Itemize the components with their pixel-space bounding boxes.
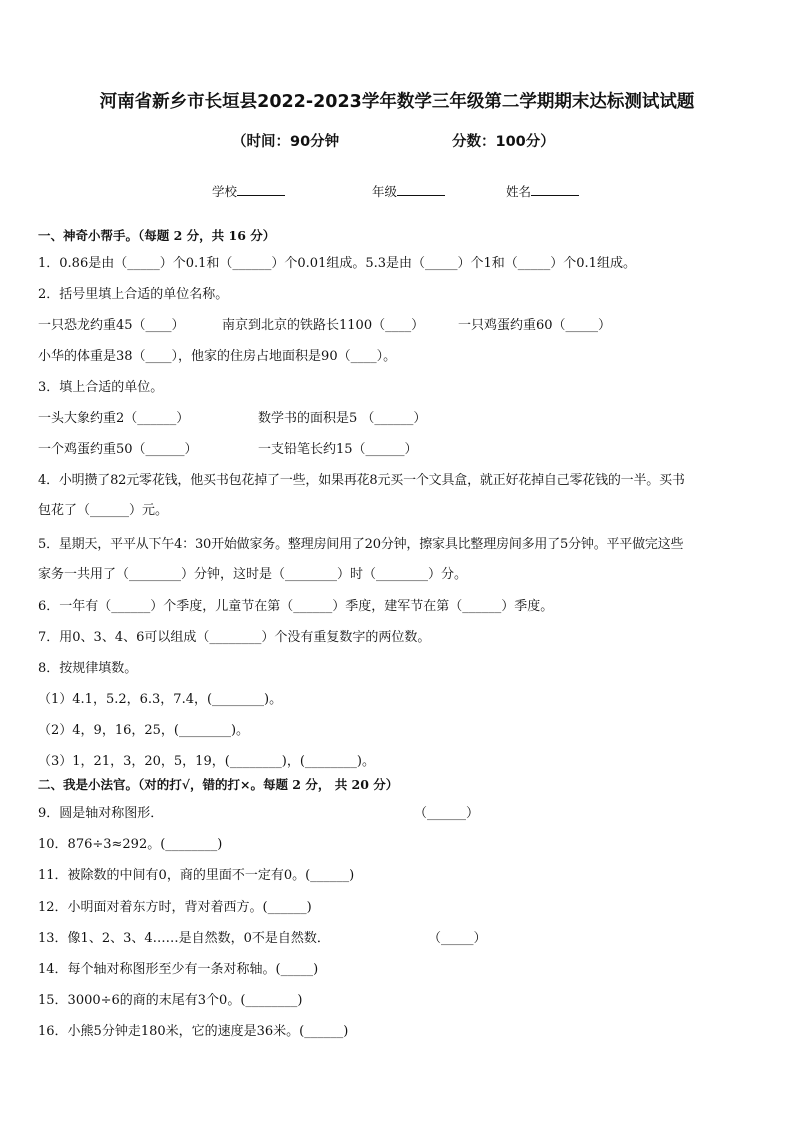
question-9: 9．圆是轴对称图形． [38, 806, 164, 821]
question-2c: 一只鸡蛋约重60（_____） [458, 318, 612, 333]
question-10: 10．876÷3≈292。(________) [38, 837, 223, 852]
question-12: 12．小明面对着东方时，背对着西方。(______) [38, 900, 312, 915]
question-13: 13．像1、2、3、4……是自然数，0不是自然数． [38, 931, 330, 946]
section-1-heading: 一、神奇小帮手。（每题 2 分，共 16 分） [38, 228, 276, 243]
question-3: 3．填上合适的单位。 [38, 380, 164, 395]
question-13-answer: （_____） [428, 931, 487, 946]
name-field [506, 182, 579, 200]
question-1: 1．0.86是由（_____）个0.1和（______）个0.01组成。5.3是由（_____）个1和（_____）个0.1组成。 [38, 256, 636, 271]
question-2b: 南京到北京的铁路长1100（____） [222, 318, 425, 333]
school-field [212, 182, 285, 200]
question-6: 6．一年有（______）个季度，儿童节在第（______）季度，建军节在第（______）季度。 [38, 599, 554, 614]
exam-time: （时间：90分钟 [232, 134, 340, 150]
question-14: 14．每个轴对称图形至少有一条对称轴。(_____) [38, 962, 319, 977]
question-4-line1: 4．小明攒了82元零花钱，他买书包花掉了一些，如果再花8元买一个文具盒，就正好花掉自己零花钱的一半。买书 [38, 473, 685, 488]
question-2: 2．括号里填上合适的单位名称。 [38, 287, 229, 302]
exam-score: 分数：100分） [452, 134, 555, 150]
grade-label: 年级 [372, 184, 398, 199]
grade-field [372, 182, 445, 200]
question-3d: 一支铅笔长约15（______） [258, 442, 418, 457]
question-5-line1: 5．星期天，平平从下午4：30开始做家务。整理房间用了20分钟，擦家具比整理房间多用了5分钟。平平做完这些 [38, 537, 684, 552]
question-11: 11．被除数的中间有0，商的里面不一定有0。(______) [38, 868, 355, 883]
question-7: 7．用0、3、4、6可以组成（________）个没有重复数字的两位数。 [38, 630, 431, 645]
question-8-part1: （1）4.1，5.2，6.3，7.4，(________)。 [38, 692, 283, 707]
question-8-part2: （2）4，9，16，25，(________)。 [38, 723, 250, 738]
question-8-part3: （3）1，21，3，20，5，19，(________)，(________)。 [38, 754, 375, 769]
question-4-line2: 包花了（______）元。 [38, 503, 169, 518]
question-2a: 一只恐龙约重45（____） [38, 318, 185, 333]
page-title: 河南省新乡市长垣县2022-2023学年数学三年级第二学期期末达标测试试题 [99, 92, 695, 112]
question-16: 16．小熊5分钟走180米，它的速度是36米。(______) [38, 1024, 349, 1039]
question-8: 8．按规律填数。 [38, 661, 138, 676]
question-2d: 小华的体重是38（____），他家的住房占地面积是90（____）。 [38, 349, 397, 364]
question-5-line2: 家务一共用了（________）分钟，这时是（________）时（________）分。 [38, 567, 468, 582]
school-blank[interactable] [237, 183, 285, 196]
question-3c: 一个鸡蛋约重50（______） [38, 442, 198, 457]
name-blank[interactable] [531, 183, 579, 196]
question-15: 15．3000÷6的商的末尾有3个0。(________) [38, 993, 303, 1008]
name-label: 姓名 [506, 184, 532, 199]
school-label: 学校 [212, 184, 238, 199]
question-3a: 一头大象约重2（______） [38, 411, 190, 426]
section-2-heading: 二、我是小法官。（对的打√，错的打×。每题 2 分， 共 20 分） [38, 777, 399, 792]
question-3b: 数学书的面积是5 （______） [258, 411, 427, 426]
question-9-answer: （______） [414, 806, 480, 821]
grade-blank[interactable] [397, 183, 445, 196]
